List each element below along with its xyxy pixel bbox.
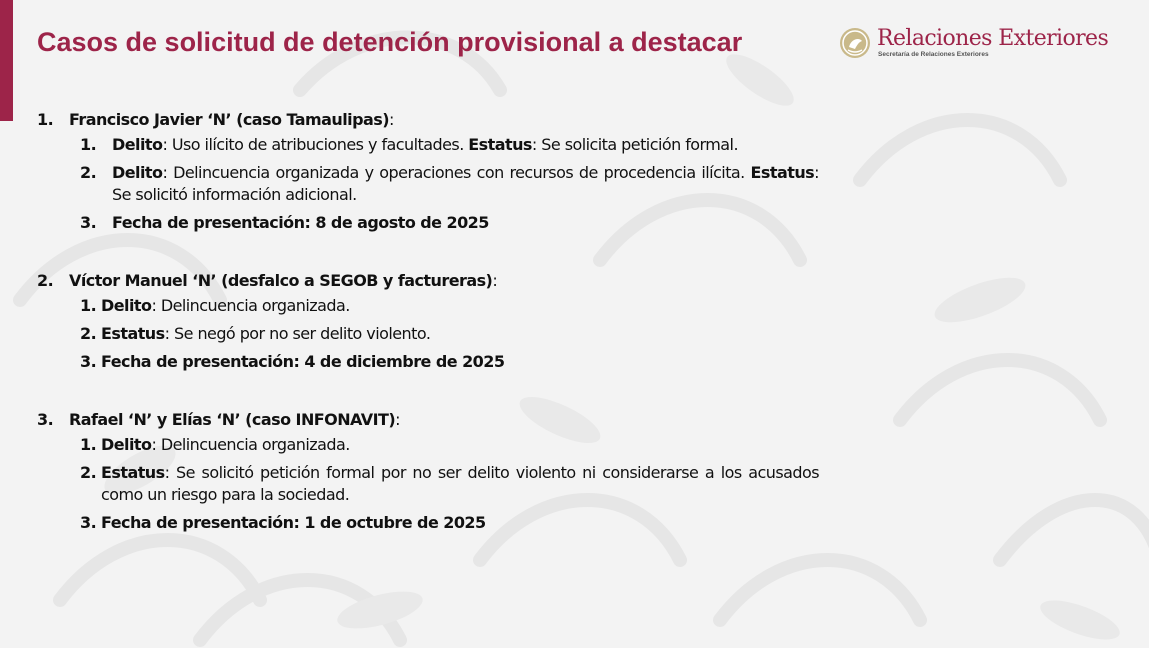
detail-text: : Se solicitó petición formal por no ser delito violento ni considerarse a los acusados como un riesgo para la sociedad. (101, 463, 819, 504)
detail-text: : Uso ilícito de atribuciones y facultades. (162, 135, 469, 154)
case-name: Rafael ‘N’ y Elías ‘N’ (caso INFONAVIT) (69, 410, 396, 429)
detail-number: 3. (80, 513, 97, 532)
detail-number: 3. (80, 213, 97, 232)
case-details (37, 134, 819, 234)
case-number: 3. (37, 410, 54, 429)
detail-text: : Delincuencia organizada y operaciones con recursos de procedencia ilícita. (162, 163, 751, 182)
detail-date: Fecha de presentación: 8 de agosto de 2025 (112, 213, 489, 232)
detail-date: Fecha de presentación: 1 de octubre de 2025 (101, 513, 486, 532)
detail-text: : Delincuencia organizada. (151, 296, 350, 315)
detail-item (37, 134, 819, 156)
detail-label: Delito (112, 135, 163, 154)
detail-label: Delito (101, 296, 152, 315)
case-item (37, 108, 819, 234)
cases-list (37, 108, 819, 540)
case-details (37, 434, 819, 534)
detail-text: : Delincuencia organizada. (151, 435, 350, 454)
detail-number: 1. (80, 435, 97, 454)
page-title: Casos de solicitud de detención provisional a destacar (37, 27, 743, 57)
detail-item (37, 512, 819, 534)
detail-label: Delito (112, 163, 163, 182)
detail-item (37, 462, 819, 506)
logo-name: Relaciones Exteriores (877, 26, 1109, 51)
detail-item (37, 434, 819, 456)
case-item (37, 269, 819, 373)
detail-text: : Se solicitó información adicional. (112, 163, 819, 204)
detail-number: 2. (80, 324, 97, 343)
detail-text: : Se solicita petición formal. (531, 135, 738, 154)
detail-label: Estatus (468, 135, 532, 154)
detail-label: Estatus (750, 163, 815, 182)
case-number: 2. (37, 271, 54, 290)
case-details (37, 295, 819, 373)
detail-number: 2. (80, 163, 97, 182)
case-number: 1. (37, 110, 54, 129)
case-heading: 1. Francisco Javier ‘N’ (caso Tamaulipas): (37, 108, 819, 132)
detail-number: 2. (80, 463, 97, 482)
detail-item (37, 212, 819, 234)
logo-subtitle: Secretaría de Relaciones Exteriores (878, 51, 989, 58)
detail-label: Estatus (101, 463, 165, 482)
case-item (37, 408, 819, 534)
sre-logo (839, 26, 1139, 62)
detail-item (37, 295, 819, 317)
accent-bar (0, 0, 13, 121)
case-name: Francisco Javier ‘N’ (caso Tamaulipas) (69, 110, 389, 129)
case-heading: 2. Víctor Manuel ‘N’ (desfalco a SEGOB y factureras): (37, 269, 819, 293)
detail-item (37, 162, 819, 206)
detail-number: 3. (80, 352, 97, 371)
coat-of-arms-icon (839, 27, 871, 59)
detail-number: 1. (80, 135, 97, 154)
case-name: Víctor Manuel ‘N’ (desfalco a SEGOB y factureras) (69, 271, 493, 290)
detail-label: Estatus (101, 324, 165, 343)
detail-item (37, 351, 819, 373)
detail-date: Fecha de presentación: 4 de diciembre de 2025 (101, 352, 505, 371)
detail-number: 1. (80, 296, 97, 315)
detail-text: : Se negó por no ser delito violento. (164, 324, 431, 343)
case-heading: 3. Rafael ‘N’ y Elías ‘N’ (caso INFONAVIT): (37, 408, 819, 432)
detail-label: Delito (101, 435, 152, 454)
detail-item (37, 323, 819, 345)
